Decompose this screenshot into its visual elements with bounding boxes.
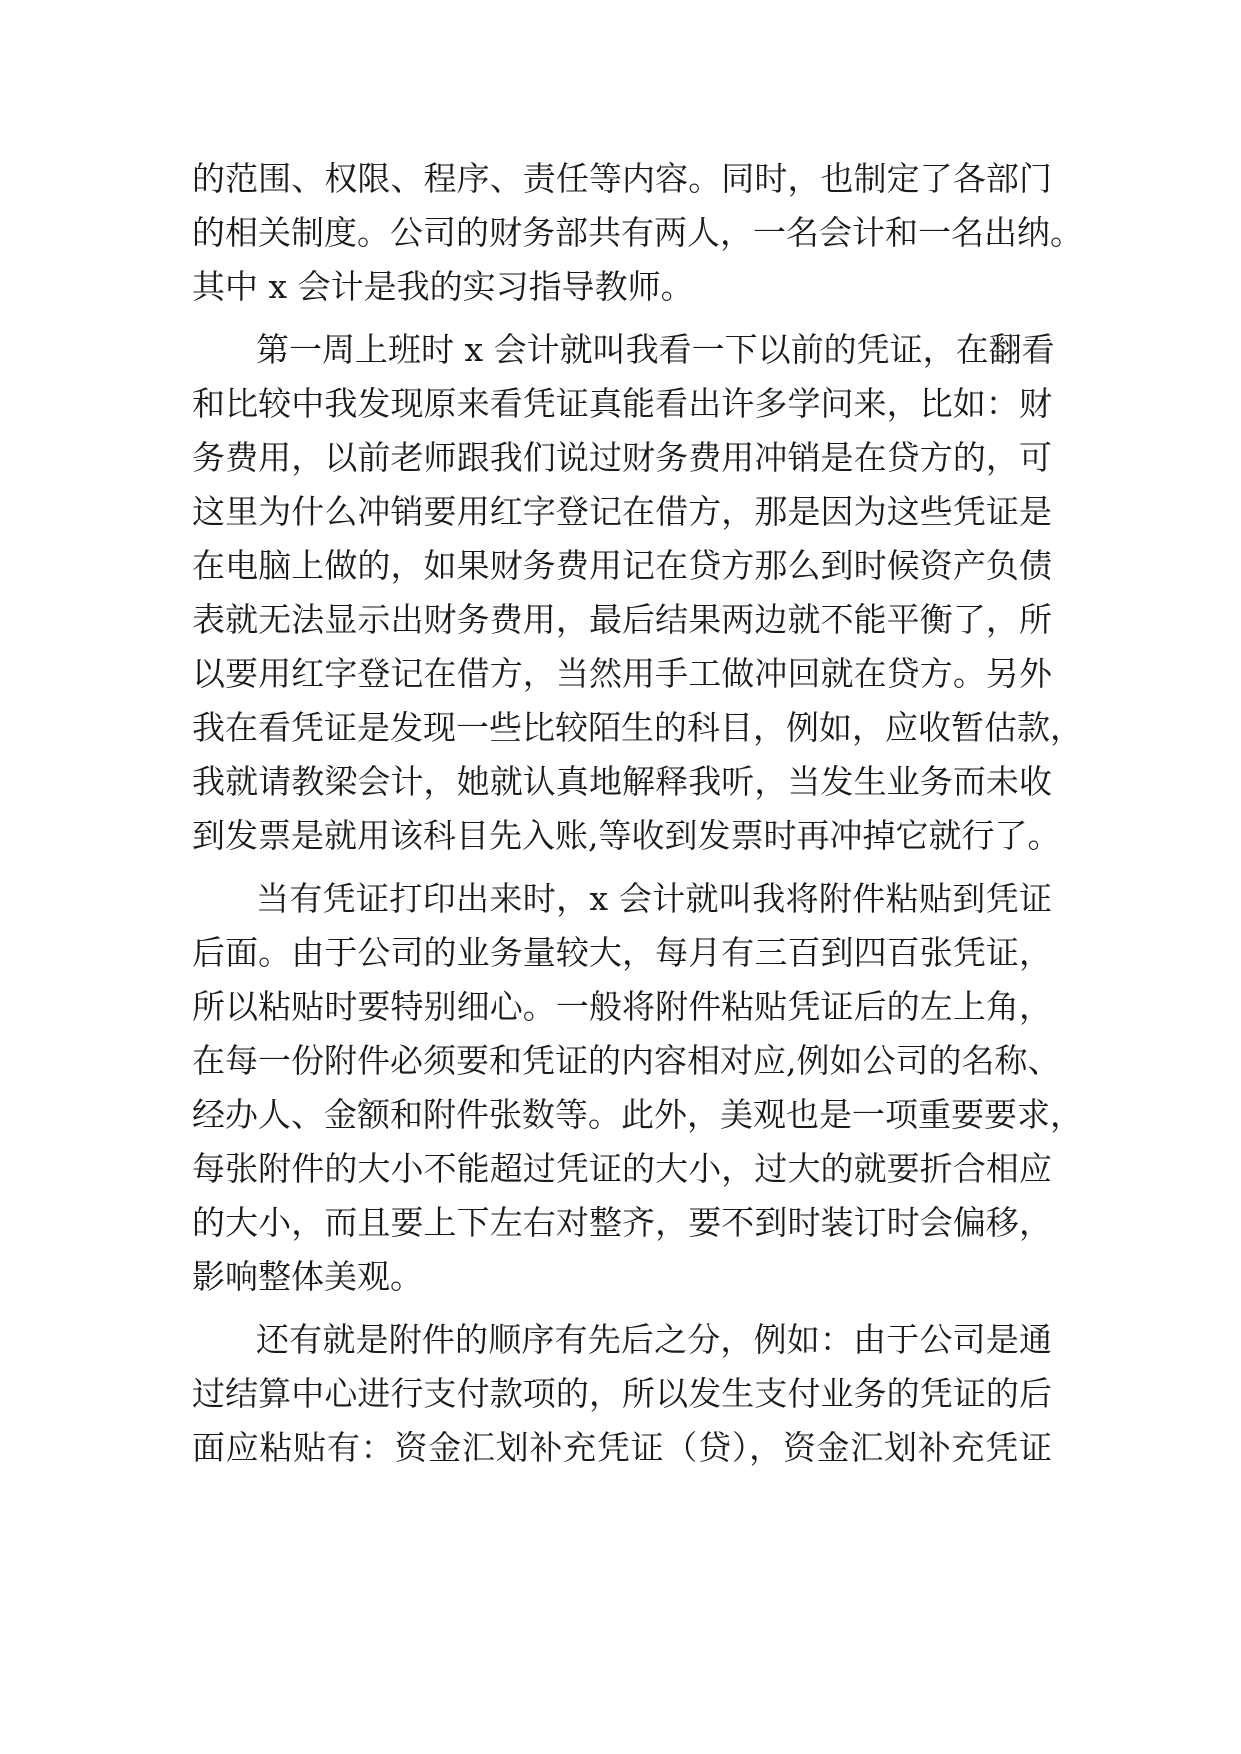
text-line: 过结算中心进行支付款项的，所以发生支付业务的凭证的后 <box>192 1374 1052 1413</box>
text-line: 的大小，而且要上下左右对整齐，要不到时装订时会偏移， <box>192 1203 1052 1242</box>
text-line: 经办人、金额和附件张数等。此外，美观也是一项重要要求， <box>192 1095 1083 1134</box>
text-line: 还有就是附件的顺序有先后之分，例如：由于公司是通 <box>256 1320 1052 1359</box>
text-line: 我就请教梁会计，她就认真地解释我听，当发生业务而未收 <box>192 762 1052 801</box>
paragraph <box>192 872 1083 1304</box>
text-line: 的范围、权限、程序、责任等内容。同时，也制定了各部门 <box>192 159 1052 198</box>
text-line: 我在看凭证是发现一些比较陌生的科目，例如，应收暂估款， <box>192 708 1083 747</box>
text-line: 在每一份附件必须要和凭证的内容相对应,例如公司的名称、 <box>192 1041 1061 1080</box>
paragraph <box>192 152 1083 314</box>
text-line: 到发票是就用该科目先入账,等收到发票时再冲掉它就行了。 <box>192 816 1061 855</box>
paragraph <box>192 1313 1052 1475</box>
text-line: 的相关制度。公司的财务部共有两人，一名会计和一名出纳。 <box>192 213 1083 252</box>
text-line: 每张附件的大小不能超过凭证的大小，过大的就要折合相应 <box>192 1149 1052 1188</box>
text-line: 当有凭证打印出来时，x 会计就叫我将附件粘贴到凭证 <box>256 879 1052 918</box>
text-line: 务费用，以前老师跟我们说过财务费用冲销是在贷方的，可 <box>192 438 1052 477</box>
text-line: 面应粘贴有：资金汇划补充凭证（贷），资金汇划补充凭证 <box>192 1428 1052 1467</box>
text-line: 以要用红字登记在借方，当然用手工做冲回就在贷方。另外 <box>192 654 1052 693</box>
paragraph <box>192 323 1083 863</box>
text-line: 所以粘贴时要特别细心。一般将附件粘贴凭证后的左上角， <box>192 987 1052 1026</box>
text-line: 表就无法显示出财务费用，最后结果两边就不能平衡了，所 <box>192 600 1052 639</box>
text-line: 这里为什么冲销要用红字登记在借方，那是因为这些凭证是 <box>192 492 1052 531</box>
text-line: 其中 x 会计是我的实习指导教师。 <box>192 267 694 306</box>
text-line: 和比较中我发现原来看凭证真能看出许多学问来，比如：财 <box>192 384 1052 423</box>
text-line: 影响整体美观。 <box>192 1257 423 1296</box>
text-line: 第一周上班时 x 会计就叫我看一下以前的凭证，在翻看 <box>256 330 1055 369</box>
document-page <box>192 152 1083 1475</box>
text-line: 后面。由于公司的业务量较大，每月有三百到四百张凭证， <box>192 933 1052 972</box>
text-line: 在电脑上做的，如果财务费用记在贷方那么到时候资产负债 <box>192 546 1052 585</box>
